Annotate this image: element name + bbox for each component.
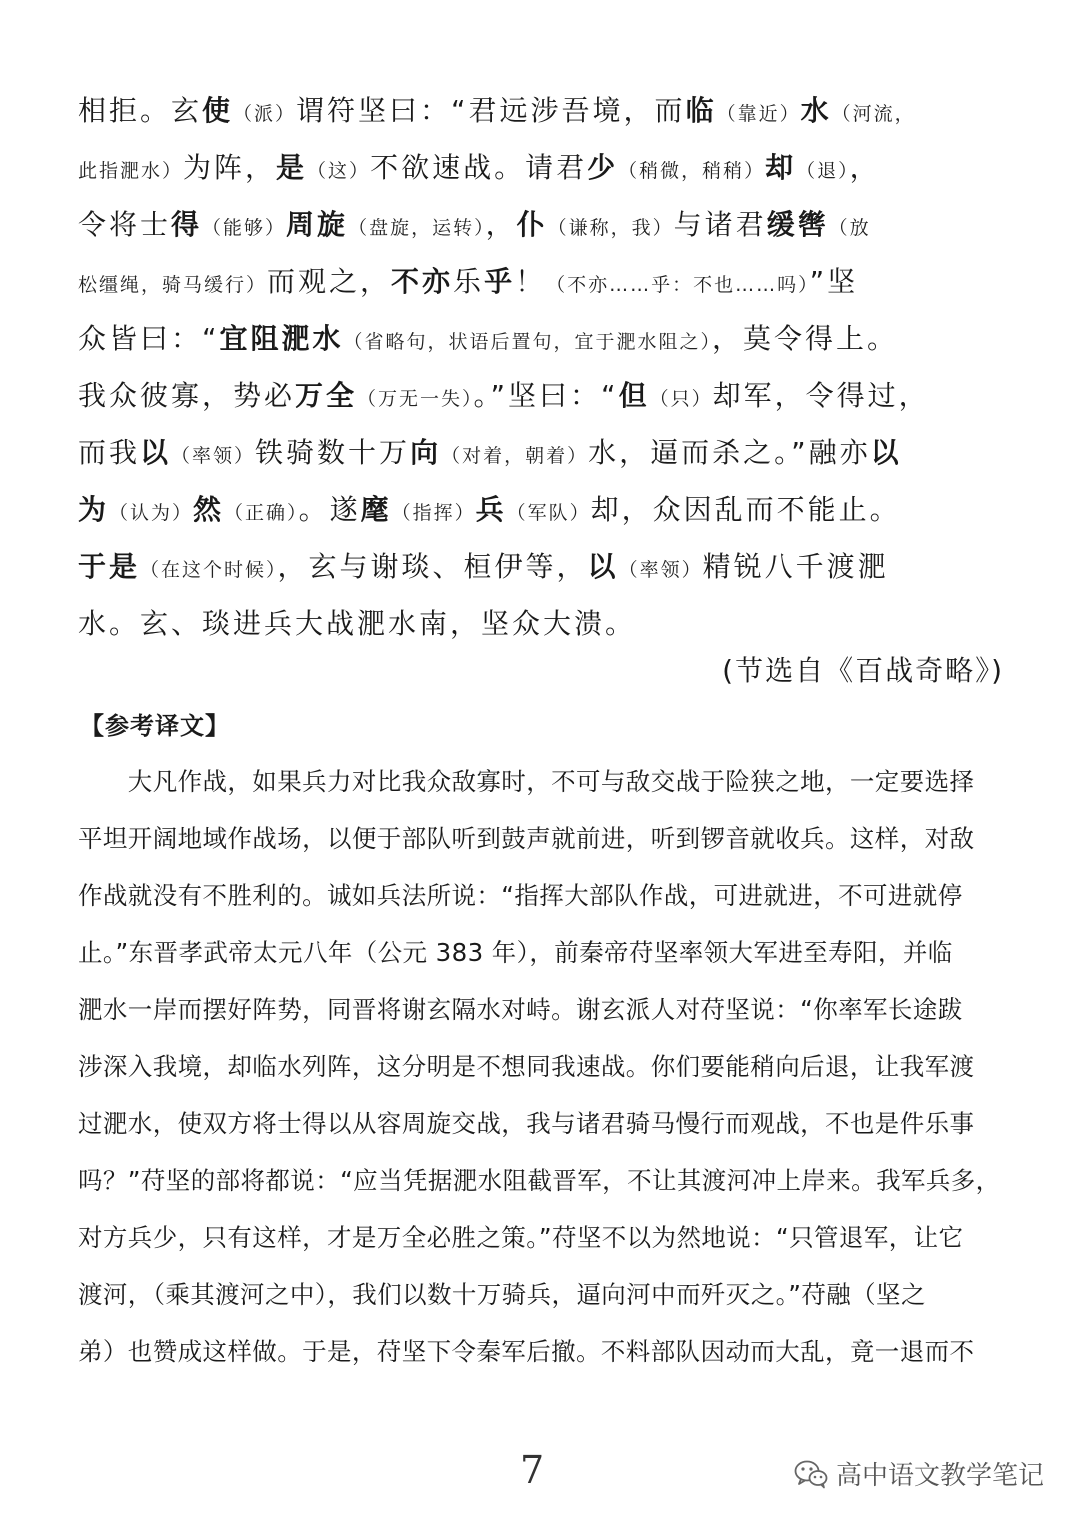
- text-run: 铁骑数十万: [255, 436, 411, 469]
- text-run: 而我: [78, 436, 141, 469]
- keyword: 兵: [475, 493, 507, 526]
- annotation-gloss: （退）: [796, 160, 850, 182]
- translation-line: 大凡作战，如果兵力对比我众敌寡时，不可与敌交战于险狭之地，一定要选择: [78, 767, 975, 796]
- keyword: 却: [765, 151, 797, 184]
- page-number: 7: [520, 1448, 545, 1492]
- translation-line: 弟）也赞成这样做。于是，苻坚下令秦军后撤。不料部队因动而大乱，竟一退而不: [78, 1337, 975, 1366]
- annotation-gloss: （在这个时候）: [140, 559, 278, 581]
- translation-text: [78, 753, 1008, 1380]
- keyword: 仆: [516, 208, 548, 241]
- text-run: 谓符坚曰：“君远涉吾境，而: [296, 94, 686, 127]
- annotation-gloss: （盘旋，运转）: [348, 217, 486, 239]
- annotation-gloss: （军队）: [506, 502, 591, 524]
- keyword: 但: [618, 379, 650, 412]
- keyword: 使: [202, 94, 234, 127]
- keyword: 以: [870, 436, 902, 469]
- keyword: 乎: [484, 265, 516, 298]
- text-run: 却，众因乱而不能止。: [590, 493, 901, 526]
- text-run: 与诸君: [673, 208, 767, 241]
- text-run: ，: [485, 208, 517, 241]
- annotated-line: [78, 310, 1008, 367]
- text-run: 不欲速战。请君: [370, 151, 588, 184]
- keyword: 得: [171, 208, 203, 241]
- annotated-line: [78, 139, 1008, 196]
- annotated-classical-text: [78, 82, 1008, 652]
- annotation-gloss: 松缰绳，骑马缓行）: [78, 274, 268, 296]
- translation-line: 作战就没有不胜利的。诚如兵法所说：“指挥大部队作战，可进就进，不可进就停: [78, 881, 963, 910]
- text-run: ”坚: [809, 265, 859, 298]
- keyword: 万全: [295, 379, 358, 412]
- translation-line: 平坦开阔地域作战场，以便于部队听到鼓声就前进，听到锣音就收兵。这样，对敌: [78, 824, 975, 853]
- annotation-gloss: （认为）: [109, 502, 194, 524]
- source-citation: (节选自《百战奇略》): [722, 654, 1004, 687]
- translation-heading: 【参考译文】: [80, 712, 230, 740]
- annotation-gloss: （对着，朝着）: [441, 445, 589, 467]
- annotation-gloss: （率领）: [171, 445, 256, 467]
- keyword: 为: [78, 493, 110, 526]
- keyword: 缓辔: [766, 208, 829, 241]
- annotation-gloss: （放: [828, 217, 871, 239]
- annotation-gloss: （率领）: [618, 559, 703, 581]
- annotated-line: [78, 538, 1008, 595]
- translation-line: 对方兵少，只有这样，才是万全必胜之策。”苻坚不以为然地说：“只管退军，让它: [78, 1223, 964, 1252]
- text-run: 水，逼而杀之。”融亦: [588, 436, 871, 469]
- translation-line: 止。”东晋孝武帝太元八年（公元 383 年），前秦帝苻坚率领大军进至寿阳，并临: [78, 938, 953, 967]
- keyword: 以: [140, 436, 172, 469]
- text-run: 水。玄、琰进兵大战淝水南，坚众大溃。: [78, 607, 637, 640]
- keyword: 周旋: [286, 208, 349, 241]
- keyword: 宜阻淝水: [219, 322, 344, 355]
- annotation-gloss: （万无一失）: [357, 388, 474, 410]
- keyword: 然: [193, 493, 225, 526]
- annotation-gloss: （靠近）: [716, 103, 801, 125]
- annotated-line: [78, 481, 1008, 538]
- text-run: 。遂: [298, 493, 361, 526]
- annotation-gloss: （只）: [649, 388, 713, 410]
- keyword: 麾: [360, 493, 392, 526]
- text-run: 乐: [453, 265, 485, 298]
- text-run: ，莫令得上。: [712, 322, 899, 355]
- keyword: 临: [685, 94, 717, 127]
- keyword: 少: [587, 151, 619, 184]
- keyword: 以: [587, 550, 619, 583]
- watermark: [794, 1455, 1044, 1492]
- text-run: ，: [849, 151, 881, 184]
- annotated-line: [78, 82, 1008, 139]
- translation-line: 渡河，（乘其渡河之中），我们以数十万骑兵，逼向河中而歼灭之。”苻融（坚之: [78, 1280, 926, 1309]
- annotation-gloss: （河流，: [831, 103, 916, 125]
- translation-line: 涉深入我境，却临水列阵，这分明是不想同我速战。你们要能稍向后退，让我军渡: [78, 1052, 975, 1081]
- annotation-gloss: 此指淝水）: [78, 160, 184, 182]
- wechat-icon: [794, 1459, 828, 1489]
- text-run: ，玄与谢琰、桓伊等，: [277, 550, 588, 583]
- annotation-gloss: （这）: [307, 160, 371, 182]
- text-run: 相拒。玄: [78, 94, 203, 127]
- text-run: 令将士: [78, 208, 172, 241]
- keyword: 于是: [78, 550, 141, 583]
- keyword: 向: [410, 436, 442, 469]
- translation-line: 吗？”苻坚的部将都说：“应当凭据淝水阻截晋军，不让其渡河冲上岸来。我军兵多，: [78, 1166, 1001, 1195]
- text-run: 。”坚曰：“: [473, 379, 619, 412]
- annotated-line: [78, 196, 1008, 253]
- annotation-gloss: （正确）: [224, 502, 299, 524]
- translation-line: 过淝水，使双方将士得以从容周旋交战，我与诸君骑马慢行而观战，不也是件乐事: [78, 1109, 975, 1138]
- text-run: 而观之，: [267, 265, 392, 298]
- keyword: 不亦: [391, 265, 454, 298]
- text-run: 精锐八千渡淝: [702, 550, 889, 583]
- annotated-line: [78, 367, 1008, 424]
- watermark-text: 高中语文教学笔记: [835, 1461, 1044, 1491]
- text-run: ！: [515, 265, 547, 298]
- text-run: 却军，令得过，: [712, 379, 930, 412]
- text-run: 我众彼寡，势必: [78, 379, 296, 412]
- annotation-gloss: （派）: [233, 103, 297, 125]
- annotation-gloss: （不亦……乎：不也……吗）: [546, 274, 810, 296]
- annotation-gloss: （谦称，我）: [547, 217, 674, 239]
- keyword: 水: [800, 94, 832, 127]
- text-run: 众皆曰：“: [78, 322, 220, 355]
- text-run: 为阵，: [183, 151, 277, 184]
- annotation-gloss: （稍微，稍稍）: [618, 160, 766, 182]
- annotation-gloss: （指挥）: [391, 502, 476, 524]
- annotation-gloss: （能够）: [202, 217, 287, 239]
- keyword: 是: [276, 151, 308, 184]
- annotation-gloss: （省略句，状语后置句，宜于淝水阻之）: [343, 331, 713, 353]
- annotated-line: [78, 253, 1008, 310]
- translation-line: 淝水一岸而摆好阵势，同晋将谢玄隔水对峙。谢玄派人对苻坚说：“你率军长途跋: [78, 995, 963, 1024]
- annotated-line: [78, 424, 1008, 481]
